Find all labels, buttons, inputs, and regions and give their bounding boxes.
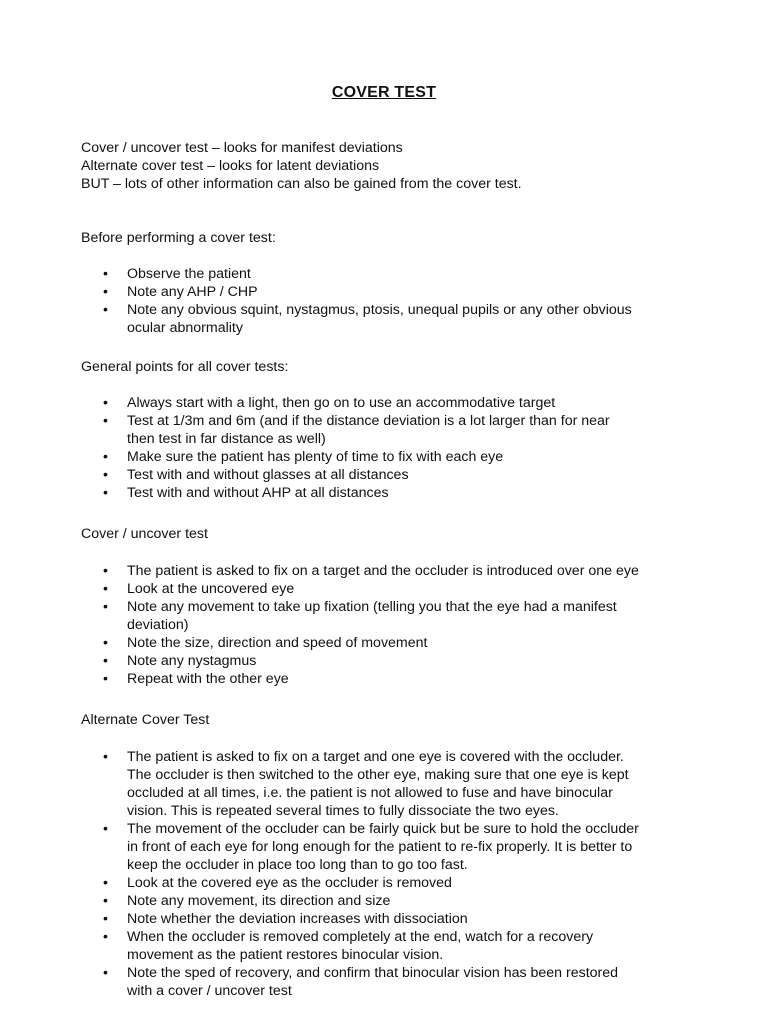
bullet-dot: • (103, 485, 108, 501)
bullet-dot: • (103, 821, 108, 837)
list-item: • Test with and without glasses at all distances (103, 467, 409, 483)
section-heading-general: General points for all cover tests: (81, 359, 289, 375)
list-item: • Look at the uncovered eye (103, 581, 295, 597)
bullet-dot: • (103, 893, 108, 909)
bullet-dot: • (103, 302, 108, 318)
bullet-list-before (0, 265, 687, 337)
list-item: • Look at the covered eye as the occluder is removed (103, 875, 452, 891)
bullet-dot: • (103, 671, 108, 687)
list-item: • When the occluder is removed completely at the end, watch for a recovery movement as the patient restores binocular vision. (103, 929, 594, 963)
section-heading-alternate: Alternate Cover Test (81, 712, 210, 728)
list-item: • Note any movement to take up fixation (telling you that the eye had a manifest deviation) (103, 599, 617, 633)
bullet-dot: • (103, 653, 108, 669)
intro-line: Alternate cover test – looks for latent deviations (81, 158, 380, 174)
list-item: • Note any AHP / CHP (103, 284, 258, 300)
intro-line: BUT – lots of other information can also be gained from the cover test. (81, 176, 522, 192)
document-title: COVER TEST (331, 84, 437, 101)
list-item: • Test with and without AHP at all distances (103, 485, 389, 501)
section-heading-before: Before performing a cover test: (81, 230, 276, 246)
list-item: • Make sure the patient has plenty of time to fix with each eye (103, 449, 504, 465)
bullet-dot: • (103, 965, 108, 981)
list-item: • The patient is asked to fix on a target and one eye is covered with the occluder. The occluder is then switched to the other eye, making sure that one eye is kept occluded at all times, i.e. the patient is not allowed to fuse and have binocular vision. This is repeated several times to fully dissociate the two eyes. (103, 749, 629, 819)
list-item: • Note the size, direction and speed of movement (103, 635, 428, 651)
bullet-list-cover-uncover (0, 562, 687, 688)
bullet-dot: • (103, 875, 108, 891)
bullet-dot: • (103, 635, 108, 651)
bullet-dot: • (103, 467, 108, 483)
bullet-dot: • (103, 395, 108, 411)
list-item: • The patient is asked to fix on a target and the occluder is introduced over one eye (103, 563, 639, 579)
list-item: • Note any obvious squint, nystagmus, ptosis, unequal pupils or any other obvious ocular abnormality (103, 302, 632, 336)
intro-line: Cover / uncover test – looks for manifest deviations (81, 140, 403, 156)
bullet-list-general (0, 394, 687, 502)
bullet-dot: • (103, 413, 108, 429)
list-item: • Note whether the deviation increases with dissociation (103, 911, 468, 927)
bullet-dot: • (103, 911, 108, 927)
list-item: • Note any movement, its direction and size (103, 893, 391, 909)
list-item: • Note any nystagmus (103, 653, 257, 669)
list-item: • Observe the patient (103, 266, 251, 282)
bullet-dot: • (103, 449, 108, 465)
section-heading-cover-uncover: Cover / uncover test (81, 526, 208, 542)
bullet-dot: • (103, 284, 108, 300)
list-item: • The movement of the occluder can be fairly quick but be sure to hold the occluder in front of each eye for long enough for the patient to re-fix properly. It is better to keep the occluder in place too long than to go too fast. (103, 821, 639, 873)
list-item: • Note the sped of recovery, and confirm that binocular vision has been restored with a cover / uncover test (103, 965, 619, 999)
bullet-dot: • (103, 599, 108, 615)
bullet-dot: • (103, 749, 108, 765)
bullet-dot: • (103, 563, 108, 579)
bullet-list-alternate (0, 748, 687, 1000)
list-item: • Repeat with the other eye (103, 671, 289, 687)
list-item: • Always start with a light, then go on to use an accommodative target (103, 395, 556, 411)
bullet-dot: • (103, 929, 108, 945)
list-item: • Test at 1/3m and 6m (and if the distance deviation is a lot larger than for near then test in far distance as well) (103, 413, 610, 447)
intro-paragraph (81, 139, 701, 193)
bullet-dot: • (103, 581, 108, 597)
bullet-dot: • (103, 266, 108, 282)
